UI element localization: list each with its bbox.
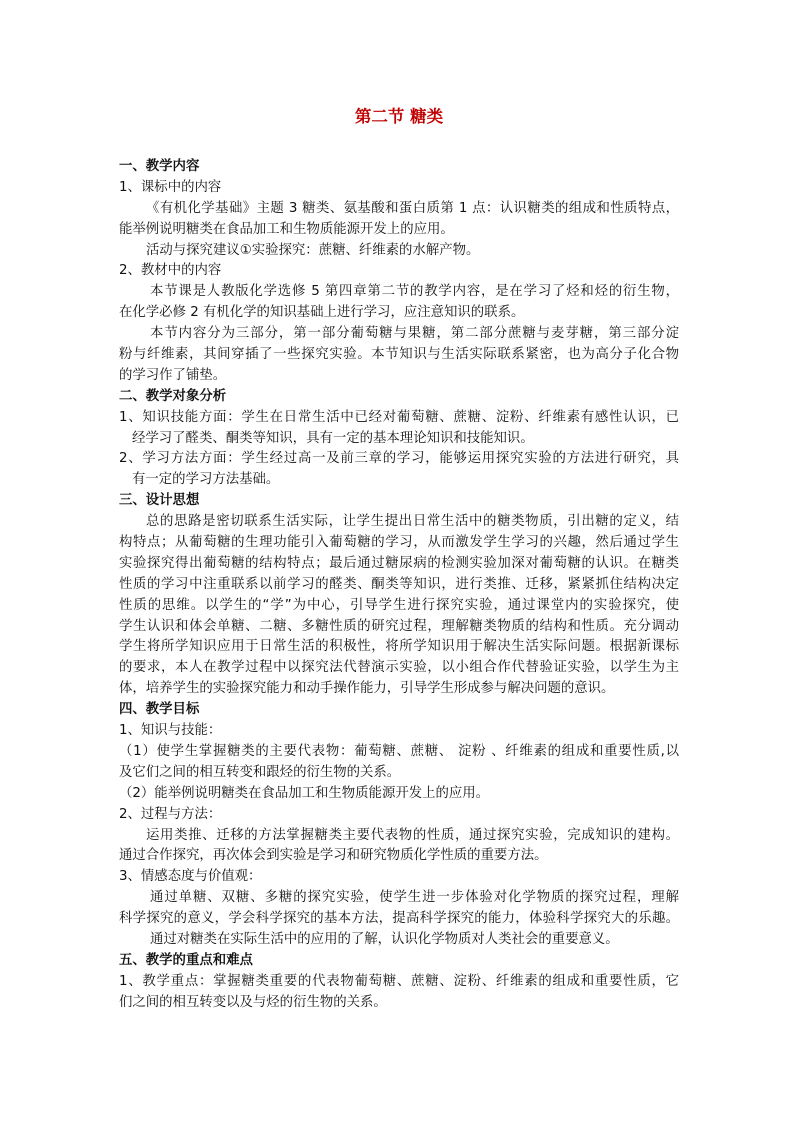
paragraph-line: 构特点；从葡萄糖的生理功能引入葡萄糖的学习，从而激发学生学习的兴趣，然后通过学生 bbox=[119, 535, 679, 551]
paragraph-line: 能举例说明糖类在食品加工和生物质能源开发上的应用。 bbox=[119, 221, 454, 237]
subheading: 2、过程与方法： bbox=[119, 806, 222, 822]
list-item-continuation: 有一定的学习方法基础。 bbox=[132, 472, 280, 488]
paragraph-line: 的学习作了铺垫。 bbox=[119, 367, 227, 383]
paragraph-line: 活动与探究建议①实验探究：蔗糖、纤维素的水解产物。 bbox=[146, 242, 480, 258]
list-item: （1）使学生掌握糖类的主要代表物：葡萄糖、蔗糖、 淀粉 、纤维素的组成和重要性质,以 bbox=[119, 743, 679, 759]
paragraph-line: 《有机化学基础》主题 3 糖类、氨基酸和蛋白质第 1 点：认识糖类的组成和性质特点， bbox=[146, 200, 679, 216]
paragraph-line: 实验探究得出葡萄糖的结构特点；最后通过糖尿病的检测实验加深对葡萄糖的认识。在糖类 bbox=[119, 555, 679, 571]
list-item: 1、教学重点：掌握糖类重要的代表物葡萄糖、蔗糖、淀粉、纤维素的组成和重要性质，它 bbox=[119, 973, 679, 989]
section-heading: 五、教学的重点和难点 bbox=[119, 952, 253, 968]
paragraph-line: 科学探究的意义，学会科学探究的基本方法，提高科学探究的能力，体验科学探究大的乐趣。 bbox=[119, 911, 679, 927]
paragraph-line: 在化学必修 2 有机化学的知识基础上进行学习，应注意知识的联系。 bbox=[119, 305, 525, 321]
page-title: 第二节 糖类 bbox=[354, 107, 444, 126]
list-item-continuation: 们之间的相互转变以及与烃的衍生物的关系。 bbox=[119, 994, 387, 1010]
paragraph-line: 总的思路是密切联系生活实际，让学生提出日常生活中的糖类物质，引出糖的定义，结 bbox=[146, 514, 679, 530]
paragraph-line: 的要求，本人在教学过程中以探究法代替演示实验，以小组合作代替验证实验，以学生为主 bbox=[119, 660, 679, 676]
list-item: 2、学习方法方面：学生经过高一及前三章的学习，能够运用探究实验的方法进行研究，具 bbox=[119, 451, 679, 467]
subheading: 1、课标中的内容 bbox=[119, 179, 222, 195]
subheading: 2、教材中的内容 bbox=[119, 263, 222, 279]
subheading: 1、知识与技能： bbox=[119, 723, 222, 739]
paragraph-line: 运用类推、迁移的方法掌握糖类主要代表物的性质，通过探究实验，完成知识的建构。 bbox=[146, 827, 679, 843]
paragraph-line: 本节课是人教版化学选修 5 第四章第二节的教学内容，是在学习了烃和烃的衍生物， bbox=[150, 284, 679, 300]
list-item: （2）能举例说明糖类在食品加工和生物质能源开发上的应用。 bbox=[119, 785, 490, 801]
section-heading: 一、教学内容 bbox=[119, 159, 200, 174]
section-heading: 三、设计思想 bbox=[119, 493, 200, 509]
paragraph-line: 学生将所学知识应用于日常生活的积极性，将所学知识用于解决生活实际问题。根据新课标 bbox=[119, 639, 679, 655]
paragraph-line: 通过对糖类在实际生活中的应用的了解，认识化学物质对人类社会的重要意义。 bbox=[150, 931, 619, 947]
paragraph-line: 通过合作探究，再次体会到实验是学习和研究物质化学性质的重要方法。 bbox=[119, 848, 548, 864]
document-body bbox=[119, 100, 679, 1014]
paragraph-line: 学生认识和体会单糖、二糖、多糖性质的研究过程，理解糖类物质的结构和性质。充分调动 bbox=[119, 618, 679, 634]
paragraph-line: 性质的思维。以学生的“学”为中心，引导学生进行探究实验，通过课堂内的实验探究，使 bbox=[119, 597, 679, 613]
paragraph-line: 性质的学习中注重联系以前学习的醛类、酮类等知识，进行类推、迁移，紧紧抓住结构决定 bbox=[119, 576, 679, 592]
paragraph-line: 粉与纤维素，其间穿插了一些探究实验。本节知识与生活实际联系紧密，也为高分子化合物 bbox=[119, 347, 679, 363]
list-item: 1、知识技能方面：学生在日常生活中已经对葡萄糖、蔗糖、淀粉、纤维素有感性认识，已 bbox=[119, 409, 679, 425]
subheading: 3、情感态度与价值观： bbox=[119, 869, 262, 885]
paragraph-line: 本节内容分为三部分，第一部分葡萄糖与果糖，第二部分蔗糖与麦芽糖，第三部分淀 bbox=[150, 326, 679, 342]
paragraph-line: 通过单糖、双糖、多糖的探究实验，使学生进一步体验对化学物质的探究过程，理解 bbox=[150, 890, 679, 906]
list-item-continuation: 经学习了醛类、酮类等知识，具有一定的基本理论知识和技能知识。 bbox=[132, 430, 534, 446]
section-heading: 四、教学目标 bbox=[119, 702, 200, 718]
paragraph-line: 体，培养学生的实验探究能力和动手操作能力，引导学生形成参与解决问题的意识。 bbox=[119, 681, 615, 697]
list-item-continuation: 及它们之间的相互转变和跟烃的衍生物的关系。 bbox=[119, 764, 401, 780]
section-heading: 二、教学对象分析 bbox=[119, 388, 227, 404]
